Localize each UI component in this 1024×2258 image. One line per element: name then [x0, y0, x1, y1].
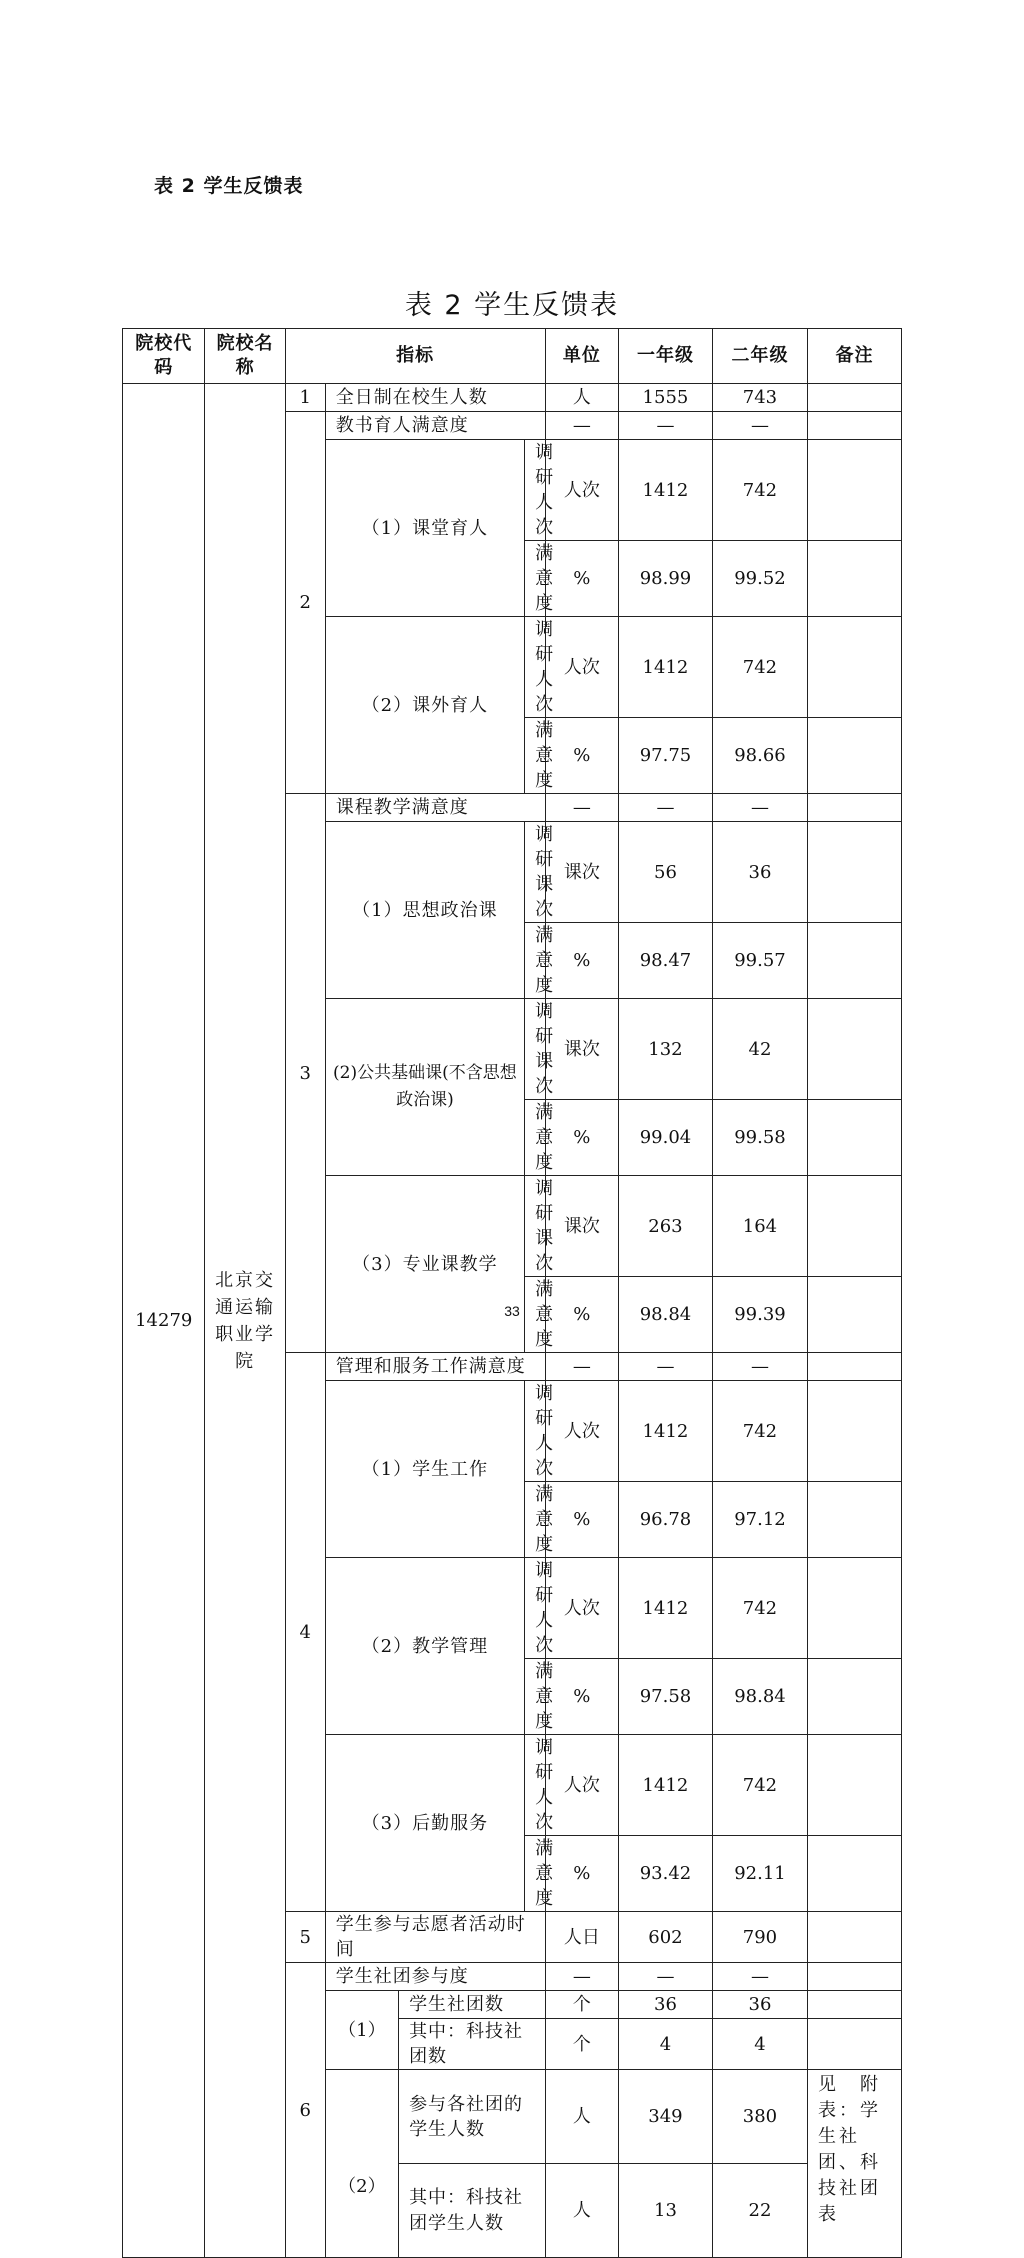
unit-cell: %	[545, 1836, 618, 1912]
header-note: 备注	[808, 329, 902, 384]
indicator-label: 管理和服务工作满意度	[325, 1353, 545, 1381]
year2-cell: 98.66	[712, 718, 807, 794]
year1-cell: —	[618, 794, 712, 822]
year2-cell: —	[712, 412, 807, 440]
year2-cell: 99.58	[712, 1100, 807, 1176]
year2-cell: 36	[712, 822, 807, 923]
measure-label: 其中：科技社团学生人数	[399, 2164, 546, 2258]
unit-cell: 人日	[545, 1912, 618, 1963]
note-cell	[808, 1100, 902, 1176]
measure-label: 调研课次	[525, 822, 546, 923]
note-cell	[808, 412, 902, 440]
sub-indicator-label: （2）课外育人	[325, 617, 524, 794]
year2-cell: —	[712, 1963, 807, 1991]
unit-cell: 个	[545, 2019, 618, 2070]
year1-cell: 602	[618, 1912, 712, 1963]
header-unit: 单位	[545, 329, 618, 384]
measure-label: 满意度	[525, 1836, 546, 1912]
page-number: 33	[504, 1303, 520, 1319]
unit-cell: 人	[545, 2164, 618, 2258]
measure-label: 调研人次	[525, 440, 546, 541]
year1-cell: 1412	[618, 1558, 712, 1659]
unit-cell: %	[545, 541, 618, 617]
year2-cell: 36	[712, 1991, 807, 2019]
measure-label: 调研人次	[525, 1558, 546, 1659]
year1-cell: 93.42	[618, 1836, 712, 1912]
unit-cell: 课次	[545, 999, 618, 1100]
year1-cell: —	[618, 1963, 712, 1991]
sub-indicator-label: (2)公共基础课(不含思想政治课)	[325, 999, 524, 1176]
year1-cell: 1412	[618, 440, 712, 541]
year1-cell: 1555	[618, 384, 712, 412]
note-cell	[808, 1482, 902, 1558]
unit-cell: %	[545, 1277, 618, 1353]
school-name-cell: 北京交通运输职业学院	[205, 384, 285, 2258]
year2-cell: 742	[712, 1381, 807, 1482]
year1-cell: 263	[618, 1176, 712, 1277]
year2-cell: 164	[712, 1176, 807, 1277]
unit-cell: %	[545, 718, 618, 794]
measure-label: 调研人次	[525, 1381, 546, 1482]
year2-cell: 790	[712, 1912, 807, 1963]
measure-label: 满意度	[525, 1100, 546, 1176]
unit-cell: 人次	[545, 617, 618, 718]
year1-cell: 97.75	[618, 718, 712, 794]
year1-cell: 36	[618, 1991, 712, 2019]
sub-indicator-label: （3）专业课教学	[325, 1176, 524, 1353]
unit-cell: 人次	[545, 1735, 618, 1836]
note-cell	[808, 794, 902, 822]
school-code-cell: 14279	[123, 384, 205, 2258]
unit-cell: —	[545, 1353, 618, 1381]
indicator-label: 课程教学满意度	[325, 794, 545, 822]
measure-label: 满意度	[525, 923, 546, 999]
year1-cell: —	[618, 412, 712, 440]
section-heading: 表 2 学生反馈表	[154, 175, 304, 197]
year1-cell: 132	[618, 999, 712, 1100]
year2-cell: 742	[712, 617, 807, 718]
year2-cell: 22	[712, 2164, 807, 2258]
year1-cell: 1412	[618, 1735, 712, 1836]
row-number: 1	[285, 384, 325, 412]
note-cell	[808, 1381, 902, 1482]
unit-cell: 人次	[545, 1558, 618, 1659]
unit-cell: %	[545, 923, 618, 999]
row-number: 5	[285, 1912, 325, 1963]
year1-cell: 4	[618, 2019, 712, 2070]
unit-cell: 人次	[545, 1381, 618, 1482]
year1-cell: 1412	[618, 617, 712, 718]
note-cell	[808, 1836, 902, 1912]
note-cell: 见 附表：学生社团、科技社团表	[808, 2070, 902, 2258]
year1-cell: 99.04	[618, 1100, 712, 1176]
year1-cell: 97.58	[618, 1659, 712, 1735]
year2-cell: 97.12	[712, 1482, 807, 1558]
unit-cell: 课次	[545, 822, 618, 923]
table-row	[123, 384, 902, 412]
indicator-label: 全日制在校生人数	[325, 384, 545, 412]
year2-cell: 92.11	[712, 1836, 807, 1912]
unit-cell: %	[545, 1482, 618, 1558]
note-cell	[808, 999, 902, 1100]
measure-label: 满意度	[525, 1277, 546, 1353]
year2-cell: 743	[712, 384, 807, 412]
row-number: 6	[285, 1963, 325, 2258]
note-cell	[808, 1963, 902, 1991]
year1-cell: 98.84	[618, 1277, 712, 1353]
sub-indicator-label: （1）课堂育人	[325, 440, 524, 617]
year1-cell: 1412	[618, 1381, 712, 1482]
year1-cell: 13	[618, 2164, 712, 2258]
year2-cell: 99.39	[712, 1277, 807, 1353]
header-row	[123, 329, 902, 384]
header-year1: 一年级	[618, 329, 712, 384]
year2-cell: —	[712, 794, 807, 822]
unit-cell: —	[545, 1963, 618, 1991]
note-cell	[808, 1991, 902, 2019]
measure-label: 调研课次	[525, 999, 546, 1100]
indicator-label: 学生参与志愿者活动时间	[325, 1912, 545, 1963]
unit-cell: —	[545, 794, 618, 822]
indicator-label: 学生社团参与度	[325, 1963, 545, 1991]
indicator-label: 教书育人满意度	[325, 412, 545, 440]
note-cell	[808, 1735, 902, 1836]
sub-indicator-label: （3）后勤服务	[325, 1735, 524, 1912]
note-cell	[808, 617, 902, 718]
measure-label: 调研人次	[525, 1735, 546, 1836]
unit-cell: 个	[545, 1991, 618, 2019]
unit-cell: 课次	[545, 1176, 618, 1277]
sub-indicator-label: （1）思想政治课	[325, 822, 524, 999]
unit-cell: —	[545, 412, 618, 440]
row-number: 3	[285, 794, 325, 1353]
note-cell	[808, 541, 902, 617]
sub-indicator-label: （1）学生工作	[325, 1381, 524, 1558]
note-cell	[808, 440, 902, 541]
year1-cell: 98.47	[618, 923, 712, 999]
year2-cell: 98.84	[712, 1659, 807, 1735]
note-cell	[808, 923, 902, 999]
year2-cell: —	[712, 1353, 807, 1381]
note-cell	[808, 1353, 902, 1381]
note-cell	[808, 822, 902, 923]
unit-cell: %	[545, 1659, 618, 1735]
sub-indicator-label: （2）教学管理	[325, 1558, 524, 1735]
header-school-name: 院校名称	[205, 329, 285, 384]
measure-label: 满意度	[525, 1482, 546, 1558]
unit-cell: 人	[545, 2070, 618, 2164]
note-cell	[808, 384, 902, 412]
year1-cell: —	[618, 1353, 712, 1381]
measure-label: 调研人次	[525, 617, 546, 718]
sub-indicator-label: （2）	[325, 2070, 398, 2258]
header-year2: 二年级	[712, 329, 807, 384]
measure-label: 满意度	[525, 718, 546, 794]
unit-cell: %	[545, 1100, 618, 1176]
year2-cell: 742	[712, 440, 807, 541]
measure-label: 调研课次	[525, 1176, 546, 1277]
note-cell	[808, 1659, 902, 1735]
note-cell	[808, 1558, 902, 1659]
year1-cell: 98.99	[618, 541, 712, 617]
year2-cell: 42	[712, 999, 807, 1100]
note-cell	[808, 1912, 902, 1963]
measure-label: 满意度	[525, 541, 546, 617]
header-indicator: 指标	[285, 329, 545, 384]
unit-cell: 人	[545, 384, 618, 412]
note-cell	[808, 1176, 902, 1277]
year2-cell: 4	[712, 2019, 807, 2070]
note-cell	[808, 2019, 902, 2070]
year2-cell: 99.52	[712, 541, 807, 617]
year2-cell: 742	[712, 1735, 807, 1836]
measure-label: 学生社团数	[399, 1991, 546, 2019]
row-number: 2	[285, 412, 325, 794]
year1-cell: 96.78	[618, 1482, 712, 1558]
year2-cell: 99.57	[712, 923, 807, 999]
note-cell	[808, 718, 902, 794]
year2-cell: 742	[712, 1558, 807, 1659]
sub-indicator-label: （1）	[325, 1991, 398, 2070]
year2-cell: 380	[712, 2070, 807, 2164]
measure-label: 其中：科技社团数	[399, 2019, 546, 2070]
table-title: 表 2 学生反馈表	[404, 290, 620, 321]
unit-cell: 人次	[545, 440, 618, 541]
student-feedback-table	[122, 328, 902, 2258]
row-number: 4	[285, 1353, 325, 1912]
year1-cell: 56	[618, 822, 712, 923]
measure-label: 参与各社团的学生人数	[399, 2070, 546, 2164]
year1-cell: 349	[618, 2070, 712, 2164]
header-school-code: 院校代码	[123, 329, 205, 384]
measure-label: 满意度	[525, 1659, 546, 1735]
